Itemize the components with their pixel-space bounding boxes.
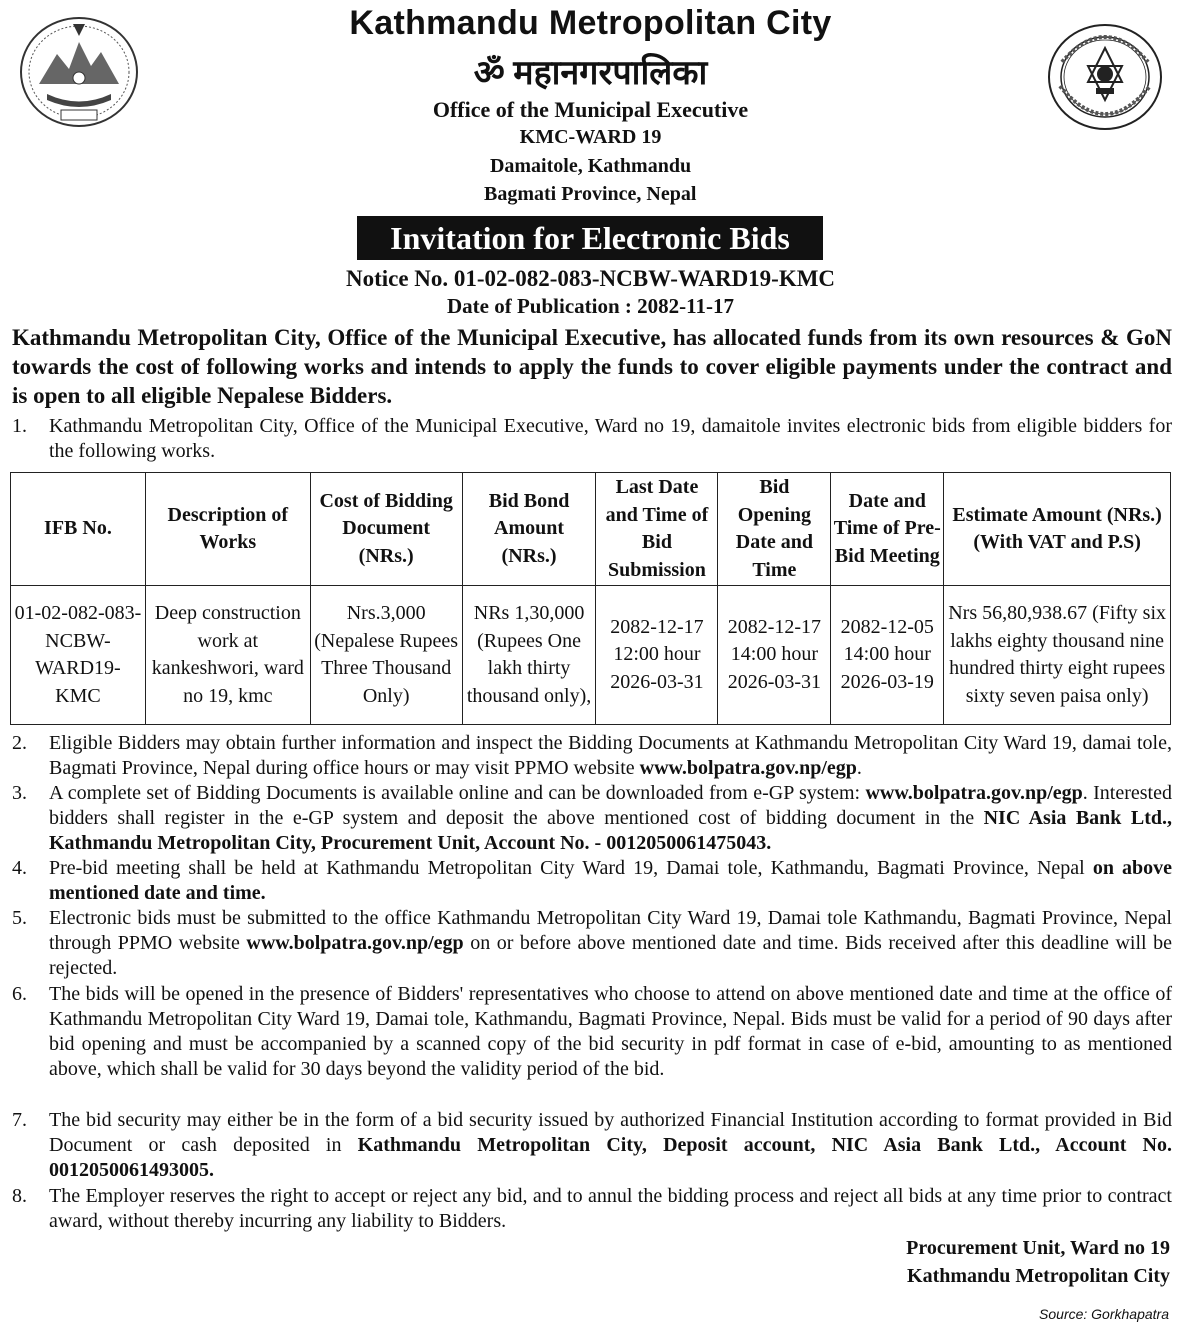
clause-text: The bid security may either be in the form of a bid security issued by authorized Financial Institution according to format provided in Bid Document or cash deposited in Kathmandu Metropolitan City, Deposit account, NIC Asia Bank Ltd., Account No. 0012050061493005. [49, 1109, 1173, 1181]
header-cost: Cost of Bidding Document (NRs.) [310, 473, 462, 586]
clause-number: 3. [12, 782, 27, 804]
org-nepali-title: ॐ महानगरपालिका [473, 55, 708, 92]
intro-paragraph: Kathmandu Metropolitan City, Office of the Municipal Executive, has allocated funds from its own resources & GoN towards the cost of following works and intends to apply the funds to cover eligible payments under the contract and is open to all eligible Nepalese Bidders. [12, 325, 1172, 408]
invitation-banner-text: Invitation for Electronic Bids [390, 220, 790, 256]
header-last-date: Last Date and Time of Bid Submission [596, 473, 718, 586]
clause-number: 6. [12, 983, 27, 1005]
office-name: Office of the Municipal Executive [432, 97, 749, 122]
signature-line-1: Procurement Unit, Ward no 19 [906, 1237, 1170, 1259]
clause-text: The bids will be opened in the presence of Bidders' representatives who choose to attend on above mentioned date and time at the office of Kathmandu Metropolitan City Ward 19, Damai tole, Kathmandu, Bagmati Province, Nepal. Bids must be valid for a period of 90 days after bid opening and must be accompanied by a scanned copy of the bid security in pdf format in case of e-bid, amounting to as mentioned above, which shall be valid for 30 days beyond the validity period of the bid. [49, 983, 1172, 1080]
table-header-row [11, 473, 1171, 586]
bid-works-table [10, 472, 1171, 725]
clause-7 [12, 1108, 1172, 1183]
source-credit: Source: Gorkhapatra [1039, 1306, 1169, 1322]
clause-number: 5. [12, 907, 27, 929]
clause-text: The Employer reserves the right to accept or reject any bid, and to annul the bidding process and reject all bids at any time prior to contract award, without thereby incurring any liability to Bidders. [49, 1185, 1172, 1232]
clause-number: 2. [12, 732, 27, 754]
notice-number: Notice No. 01-02-082-083-NCBW-WARD19-KMC [345, 266, 836, 291]
clause-text: Kathmandu Metropolitan City, Office of the Municipal Executive, Ward no 19, damaitole invites electronic bids from eligible bidders for the following works. [49, 415, 1172, 462]
header-pre-bid: Date and Time of Pre-Bid Meeting [831, 473, 944, 586]
clause-number: 8. [12, 1185, 27, 1207]
clause-5 [12, 906, 1172, 981]
clause-2 [12, 731, 1172, 781]
header-description: Description of Works [145, 473, 310, 586]
clause-8 [12, 1184, 1172, 1234]
ward-label: KMC-WARD 19 [519, 126, 662, 148]
publication-date: Date of Publication : 2082-11-17 [447, 294, 734, 318]
cell-bid-opening: 2082-12-17 14:00 hour 2026-03-31 [718, 586, 831, 725]
cell-bid-bond: NRs 1,30,000 (Rupees One lakh thirty thousand only), [462, 586, 596, 725]
header-bid-bond: Bid Bond Amount (NRs.) [462, 473, 596, 586]
address-line-2: Bagmati Province, Nepal [484, 183, 697, 205]
clause-1 [12, 414, 1172, 464]
clause-text: Electronic bids must be submitted to the office Kathmandu Metropolitan City Ward 19, Damai tole Kathmandu, Bagmati Province, Nepal through PPMO website www.bolpatra.gov.np/egp on or before above mentioned date and time. Bids received after this deadline will be rejected. [49, 907, 1172, 979]
cell-estimate: Nrs 56,80,938.67 (Fifty six lakhs eighty thousand nine hundred thirty eight rupees sixty seven paisa only) [944, 586, 1171, 725]
header-ifb-no: IFB No. [11, 473, 146, 586]
cell-ifb-no: 01-02-082-083-NCBW-WARD19-KMC [11, 586, 146, 725]
address-line-1: Damaitole, Kathmandu [489, 155, 692, 177]
signature-line-2: Kathmandu Metropolitan City [907, 1265, 1170, 1287]
cell-pre-bid: 2082-12-05 14:00 hour 2026-03-19 [831, 586, 944, 725]
clause-text: A complete set of Bidding Documents is available online and can be downloaded from e-GP system: www.bolpatra.gov.np/egp. Interested bidders shall register in the e-GP system and deposit the above mentioned cost of bidding document in the NIC Asia Bank Ltd., Kathmandu Metropolitan City, Procurement Unit, Account No. - 0012050061475043. [49, 782, 1172, 854]
clause-number: 1. [12, 415, 27, 437]
clause-text: Eligible Bidders may obtain further information and inspect the Bidding Documents at Kathmandu Metropolitan City Ward 19, damai tole, Bagmati Province, Nepal during office hours or may visit PPMO website www.bolpatra.gov.np/egp. [49, 732, 1172, 779]
clause-6 [12, 982, 1172, 1082]
clause-text: Pre-bid meeting shall be held at Kathmandu Metropolitan City Ward 19, Damai tole, Kathmandu, Bagmati Province, Nepal on above mentioned date and time. [49, 857, 1173, 904]
org-title: Kathmandu Metropolitan City [349, 4, 832, 42]
clause-number: 7. [12, 1109, 27, 1131]
clause-number: 4. [12, 857, 27, 879]
cell-description: Deep construction work at kankeshwori, ward no 19, kmc [145, 586, 310, 725]
invitation-banner [357, 216, 823, 260]
header-estimate: Estimate Amount (NRs.) (With VAT and P.S) [944, 473, 1171, 586]
clause-4 [12, 856, 1172, 906]
clause-3 [12, 781, 1172, 856]
cell-last-date: 2082-12-17 12:00 hour 2026-03-31 [596, 586, 718, 725]
header-bid-opening: Bid Opening Date and Time [718, 473, 831, 586]
cell-cost: Nrs.3,000 (Nepalese Rupees Three Thousand Only) [310, 586, 462, 725]
table-row [11, 586, 1171, 725]
